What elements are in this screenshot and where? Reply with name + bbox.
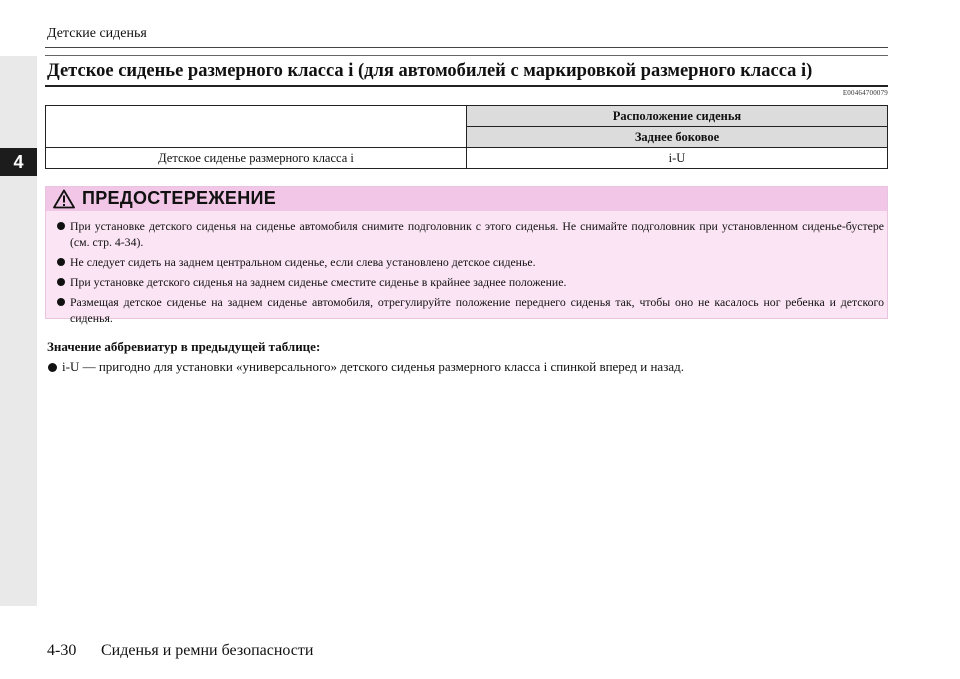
compatibility-table [45,105,888,169]
list-item: i-U — пригодно для установки «универсального» детского сиденья размерного класса i спинкой вперед и назад. [47,358,887,376]
list-item: Размещая детское сиденье на заднем сиденье автомобиля, отрегулируйте положение переднего сиденья так, чтобы оно не касалось ног ребенка и детского сиденья. [57,294,884,326]
document-code: E00464700079 [842,89,888,97]
header-rule [45,47,888,48]
table-header-seat-position: Расположение сиденья [467,106,888,127]
chapter-tab: 4 [0,148,37,176]
section-title: Детское сиденье размерного класса i (для автомобилей с маркировкой размерного класса i) [45,55,888,87]
warning-box [45,186,888,325]
abbreviations-list [47,358,887,376]
table-blank-header [46,106,467,148]
warning-triangle-icon [53,189,75,209]
side-band [0,56,37,606]
abbreviations-heading: Значение аббревиатур в предыдущей таблице: [47,339,321,354]
warning-header [46,187,887,211]
footer-chapter-title: Сиденья и ремни безопасности [101,642,314,659]
warning-list [57,218,884,330]
table-row [46,148,888,169]
list-item: При установке детского сиденья на заднем сиденье сместите сиденье в крайнее заднее положение. [57,274,884,290]
warning-title: ПРЕДОСТЕРЕЖЕНИЕ [82,188,277,208]
page-number: 4-30 [47,642,77,659]
table-header-rear-outboard: Заднее боковое [467,127,888,148]
table-row-label: Детское сиденье размерного класса i [46,148,467,169]
table-row-value: i-U [467,148,888,169]
list-item: При установке детского сиденья на сиденье автомобиля снимите подголовник с этого сиденья. Не снимайте подголовник при установленном сиденье-бустере (см. стр. 4-34). [57,218,884,250]
running-title: Детские сиденья [47,26,147,41]
list-item: Не следует сидеть на заднем центральном сиденье, если слева установлено детское сиденье. [57,254,884,270]
